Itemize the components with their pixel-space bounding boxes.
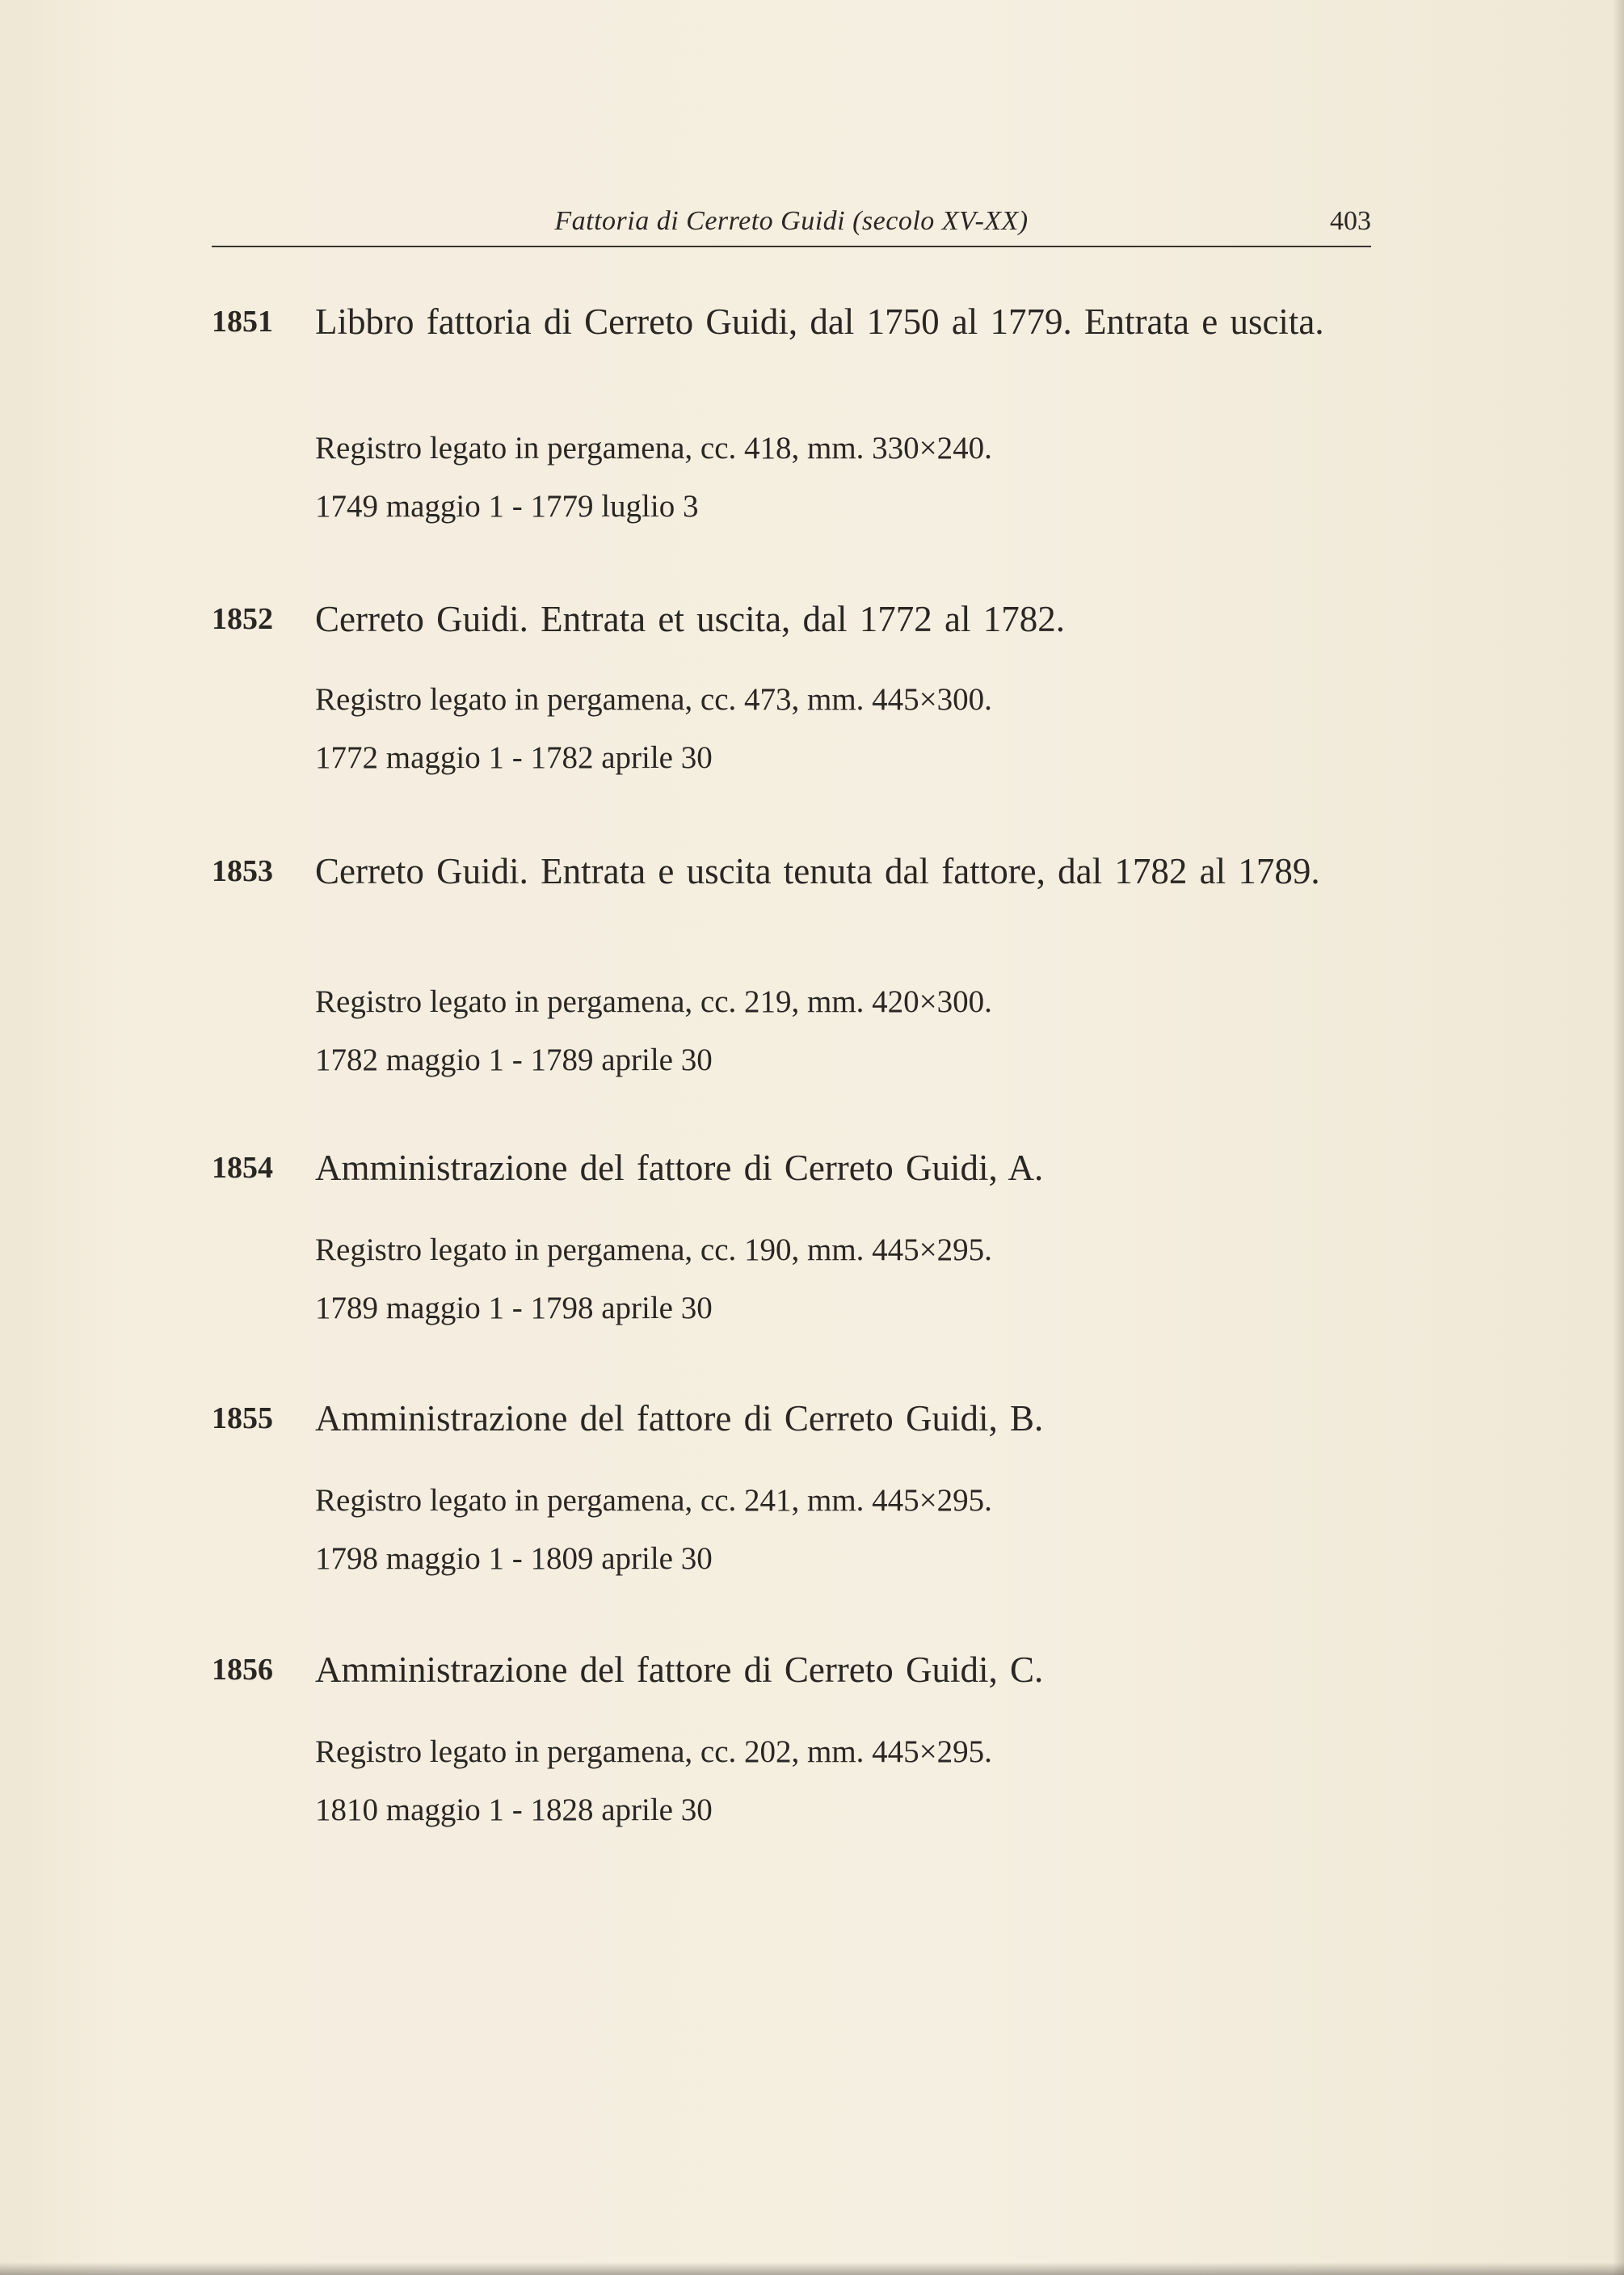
entry-1855 [212,1396,1371,1590]
entry-number: 1851 [212,305,273,339]
entry-number: 1856 [212,1653,273,1687]
entry-1851 [212,299,1371,533]
entry-title: Cerreto Guidi. Entrata e uscita tenuta dal fattore, dal 1782 al 1789. [315,851,1320,891]
entry-description: Registro legato in pergamena, cc. 219, mm. 420×300. [315,984,992,1019]
entry-description: Registro legato in pergamena, cc. 202, mm. 445×295. [315,1734,992,1769]
entry-number: 1854 [212,1151,273,1185]
entry-number: 1852 [212,602,273,636]
entry-1856 [212,1647,1371,1841]
entry-title: Amministrazione del fattore di Cerreto Guidi, B. [315,1398,1044,1439]
entry-number: 1853 [212,854,273,888]
entry-dates: 1798 maggio 1 - 1809 aprile 30 [315,1541,713,1576]
page-edge-shadow [1613,0,1624,2275]
entry-description: Registro legato in pergamena, cc. 190, mm. 445×295. [315,1232,992,1267]
entry-dates: 1782 maggio 1 - 1789 aprile 30 [315,1043,713,1077]
entry-dates: 1789 maggio 1 - 1798 aprile 30 [315,1291,713,1325]
entry-title: Libbro fattoria di Cerreto Guidi, dal 1750 al 1779. Entrata e uscita. [315,301,1324,342]
header-rule [212,246,1371,247]
page-bottom-shadow [0,2262,1624,2275]
entry-dates: 1810 maggio 1 - 1828 aprile 30 [315,1793,713,1827]
running-header [212,206,1371,246]
entry-dates: 1749 maggio 1 - 1779 luglio 3 [315,489,699,524]
entry-description: Registro legato in pergamena, cc. 418, mm. 330×240. [315,431,992,466]
entry-title: Amministrazione del fattore di Cerreto Guidi, A. [315,1148,1044,1188]
entry-1852 [212,596,1371,790]
entry-1853 [212,849,1371,1091]
entry-dates: 1772 maggio 1 - 1782 aprile 30 [315,740,713,775]
entry-1854 [212,1145,1371,1339]
entry-number: 1855 [212,1401,273,1435]
entry-title: Cerreto Guidi. Entrata et uscita, dal 1772 al 1782. [315,599,1066,639]
entry-title: Amministrazione del fattore di Cerreto Guidi, C. [315,1649,1044,1690]
entry-description: Registro legato in pergamena, cc. 241, mm. 445×295. [315,1483,992,1518]
page-number: 403 [1330,206,1371,236]
entry-description: Registro legato in pergamena, cc. 473, mm. 445×300. [315,682,992,717]
header-title: Fattoria di Cerreto Guidi (secolo XV-XX) [554,206,1029,236]
